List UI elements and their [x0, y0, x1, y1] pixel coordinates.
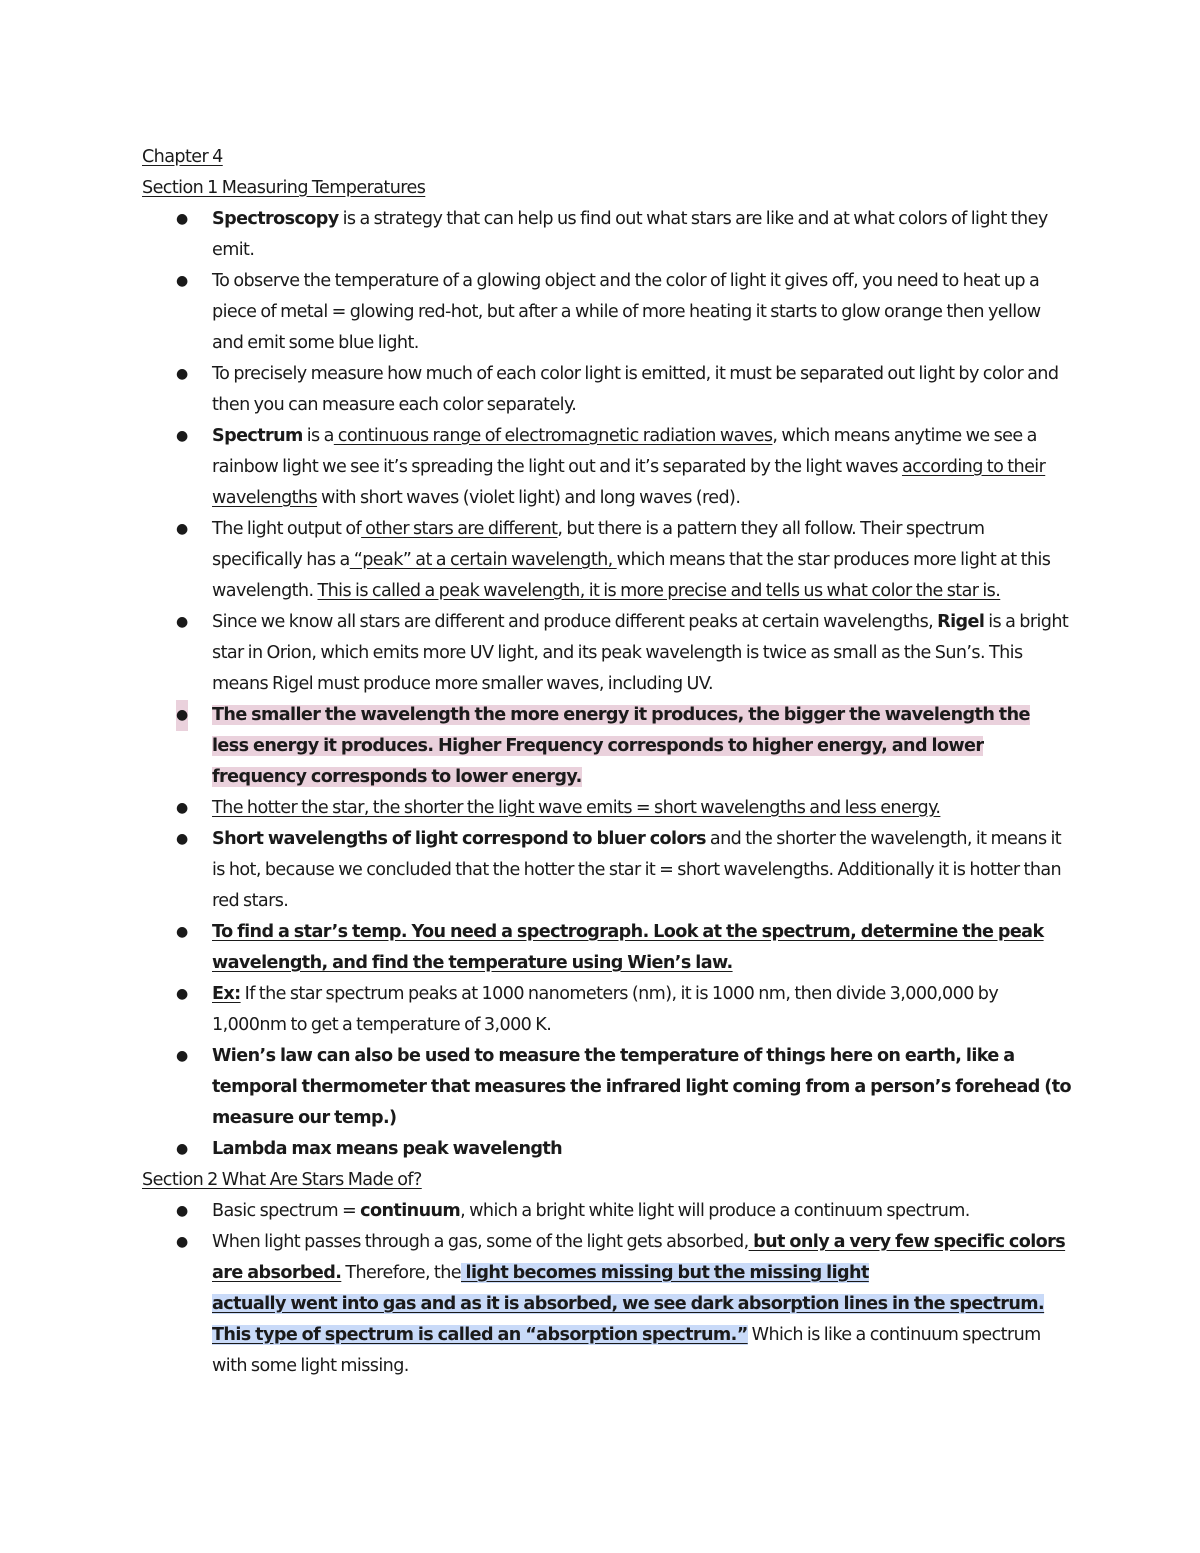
list-item: ● Short wavelengths of light correspond to bluer colors and the shorter the wavelength, it means it is hot, because we concluded that the hotter the star it = short wavelengths. Additionally it is hotter than red stars.: [142, 824, 1072, 917]
section-1-list: [142, 204, 1072, 1165]
bullet-icon: ●: [176, 986, 188, 1002]
bullet-icon: ●: [176, 1234, 188, 1250]
list-item-highlighted: ● The smaller the wavelength the more energy it produces, the bigger the wavelength the less energy it produces. Higher Frequency corresponds to higher energy, and lower frequency corresponds to lower energy.: [142, 700, 1072, 793]
bullet-icon: ●: [176, 211, 188, 227]
bullet-icon: ●: [176, 428, 188, 444]
list-item: ● Since we know all stars are different and produce different peaks at certain wavelengths, Rigel is a bright star in Orion, which emits more UV light, and its peak wavelength is twice as small as the Sun’s. This means Rigel must produce more smaller waves, including UV.: [142, 607, 1072, 700]
list-item: ● Basic spectrum = continuum, which a bright white light will produce a continuum spectrum.: [142, 1196, 1072, 1227]
list-item: ● The hotter the star, the shorter the light wave emits = short wavelengths and less energy.: [142, 793, 1072, 824]
bullet-icon: ●: [176, 614, 188, 630]
section-1-title: Section 1 Measuring Temperatures: [142, 178, 426, 198]
bullet-icon: ●: [176, 800, 188, 816]
document-page: [142, 142, 1072, 1382]
bullet-icon: ●: [176, 831, 188, 847]
bullet-icon: ●: [176, 1141, 188, 1157]
bullet-icon: ●: [176, 1203, 188, 1219]
list-item: ● To observe the temperature of a glowing object and the color of light it gives off, you need to heat up a piece of metal = glowing red-hot, but after a while of more heating it starts to glow orange then yellow and emit some blue light.: [142, 266, 1072, 359]
list-item: ● When light passes through a gas, some of the light gets absorbed, but only a very few specific colors are absorbed. Therefore, the light becomes missing but the missing light actually went into gas and as it is absorbed, we see dark absorption lines in the spectrum. This type of spectrum is called an “absorption spectrum.” Which is like a continuum spectrum with some light missing.: [142, 1227, 1072, 1382]
section-2-title: Section 2 What Are Stars Made of?: [142, 1170, 422, 1190]
bullet-icon: ●: [176, 1048, 188, 1064]
list-item: ● The light output of other stars are different, but there is a pattern they all follow. Their spectrum specifically has a “peak” at a certain wavelength, which means that the star produces more light at this wavelength. This is called a peak wavelength, it is more precise and tells us what color the star is.: [142, 514, 1072, 607]
list-item: ● Wien’s law can also be used to measure the temperature of things here on earth, like a temporal thermometer that measures the infrared light coming from a person’s forehead (to measure our temp.): [142, 1041, 1072, 1134]
list-item: ● To find a star’s temp. You need a spectrograph. Look at the spectrum, determine the peak wavelength, and find the temperature using Wien’s law.: [142, 917, 1072, 979]
list-item: ● Lambda max means peak wavelength: [142, 1134, 1072, 1165]
bullet-icon: ●: [176, 521, 188, 537]
list-item: ● Spectrum is a continuous range of electromagnetic radiation waves, which means anytime we see a rainbow light we see it’s spreading the light out and it’s separated by the light waves according to their wavelengths with short waves (violet light) and long waves (red).: [142, 421, 1072, 514]
section-2-list: [142, 1196, 1072, 1382]
list-item: ● Ex: If the star spectrum peaks at 1000 nanometers (nm), it is 1000 nm, then divide 3,000,000 by 1,000nm to get a temperature of 3,000 K.: [142, 979, 1072, 1041]
bullet-icon: ●: [176, 700, 188, 731]
bullet-icon: ●: [176, 366, 188, 382]
chapter-title: Chapter 4: [142, 147, 223, 167]
bullet-icon: ●: [176, 924, 188, 940]
list-item: ● To precisely measure how much of each color light is emitted, it must be separated out light by color and then you can measure each color separately.: [142, 359, 1072, 421]
bullet-icon: ●: [176, 273, 188, 289]
list-item: ● Spectroscopy is a strategy that can help us find out what stars are like and at what colors of light they emit.: [142, 204, 1072, 266]
